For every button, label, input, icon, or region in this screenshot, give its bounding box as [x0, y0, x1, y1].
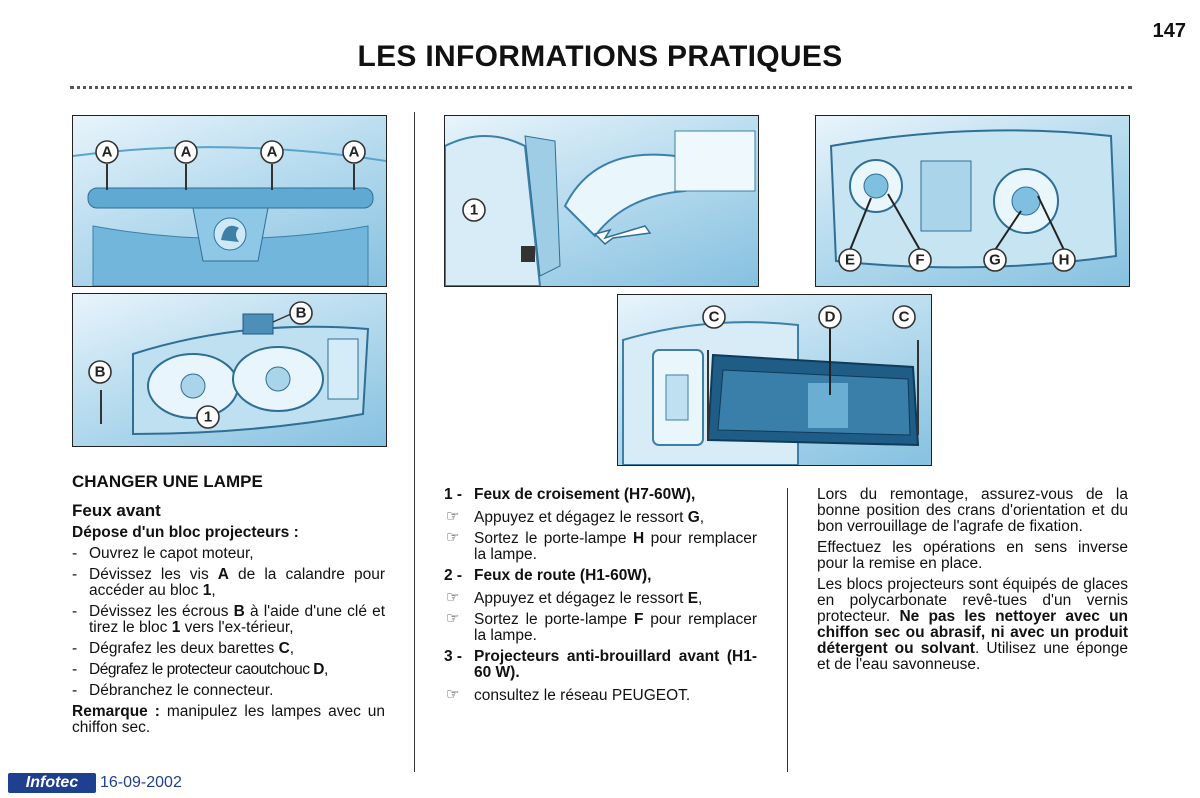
callout-label [893, 306, 915, 328]
callout-label [463, 199, 485, 221]
instruction-item: ☞ Appuyez et dégagez le ressort E, [446, 589, 703, 607]
svg-text:C: C [898, 308, 910, 326]
svg-text:E: E [844, 251, 856, 269]
instruction-item: ☞ Sortez le porte-lampe F pour remplacer la lampe. [446, 610, 757, 644]
list-item: - Dégrafez le protecteur caoutchouc D, [72, 662, 385, 678]
section-heading: CHANGER UNE LAMPE [72, 472, 263, 491]
callout-label [89, 361, 111, 383]
instruction-item: ☞ consultez le réseau PEUGEOT. [446, 686, 691, 704]
remark: Remarque : manipulez les lampes avec un chiffon sec. [72, 703, 385, 736]
callout-label [343, 141, 365, 163]
column-divider [414, 112, 415, 772]
svg-text:A: A [180, 143, 192, 161]
callout-label [1053, 249, 1075, 271]
pointing-hand-icon: ☞ [446, 610, 460, 627]
svg-text:D: D [824, 308, 836, 326]
svg-text:C: C [708, 308, 720, 326]
callout-label [984, 249, 1006, 271]
callout-label [819, 306, 841, 328]
middle-column-text [444, 487, 757, 709]
callout-label [175, 141, 197, 163]
figure-antibrouillard [617, 294, 932, 466]
callout-label [909, 249, 931, 271]
step-title: 2 - Feux de route (H1-60W), [444, 567, 652, 584]
paragraph: Les blocs projecteurs sont équipés de glaces en polycarbonate revê-tues d'un vernis protecteur. Ne pas les nettoyer avec un chiffon sec ou abrasif, ni avec un produit détergent ou solvant. Utilisez une éponge et de l'eau savonneuse. [817, 576, 1129, 673]
svg-text:1: 1 [469, 201, 479, 219]
feu-croisement-callouts [445, 116, 758, 286]
instruction-item: ☞ Sortez le porte-lampe H pour remplacer la lampe. [446, 529, 757, 563]
svg-text:B: B [295, 304, 307, 322]
pointing-hand-icon: ☞ [446, 686, 460, 703]
svg-text:H: H [1058, 251, 1070, 269]
svg-text:G: G [989, 251, 1001, 269]
svg-text:1: 1 [203, 408, 213, 426]
figure-projecteur [72, 293, 387, 447]
page-number: 147 [1152, 20, 1186, 42]
svg-text:A: A [348, 143, 360, 161]
figure-feu-croisement [444, 115, 759, 287]
pointing-hand-icon: ☞ [446, 508, 460, 525]
step-title: 3 - Projecteurs anti-brouillard avant (H1-60 W). [444, 648, 757, 681]
porte-lampes-callouts [816, 116, 1129, 286]
antibrouillard-callouts [618, 295, 931, 465]
right-column-text [817, 487, 1128, 678]
list-item: - Dégrafez les deux barettes C, [72, 641, 385, 657]
paragraph: Lors du remontage, assurez-vous de la bonne position des crans d'orientation et du bon verrouillage de l'agrafe de fixation. [817, 486, 1128, 535]
callout-label [290, 302, 312, 324]
figure-porte-lampes [815, 115, 1130, 287]
callout-label [197, 406, 219, 428]
pointing-hand-icon: ☞ [446, 529, 460, 546]
callout-label [96, 141, 118, 163]
procedure-steps [72, 546, 385, 699]
infotec-logo: Infotec [8, 773, 96, 793]
paragraph: Effectuez les opérations en sens inverse pour la remise en place. [817, 539, 1128, 572]
list-item: - Ouvrez le capot moteur, [72, 546, 385, 562]
list-item: - Dévissez les écrous B à l'aide d'une clé et tirez le bloc 1 vers l'ex-térieur, [72, 604, 385, 636]
left-column-text [72, 474, 385, 741]
instruction-item: ☞ Appuyez et dégagez le ressort G, [446, 508, 705, 526]
callout-label [703, 306, 725, 328]
svg-text:B: B [94, 363, 106, 381]
list-item: - Dévissez les vis A de la calandre pour accéder au bloc 1, [72, 567, 385, 599]
svg-text:F: F [915, 251, 925, 269]
bulb-item [444, 568, 757, 644]
svg-text:A: A [266, 143, 278, 161]
bulb-item [444, 487, 757, 563]
projecteur-callouts [73, 294, 386, 446]
callout-label [261, 141, 283, 163]
list-item: - Débranchez le connecteur. [72, 683, 385, 699]
footer-date: 16-09-2002 [100, 774, 182, 791]
page-title: LES INFORMATIONS PRATIQUES [357, 40, 843, 73]
svg-text:A: A [101, 143, 113, 161]
column-divider [787, 488, 788, 772]
pointing-hand-icon: ☞ [446, 589, 460, 606]
callout-label [839, 249, 861, 271]
bulb-item [444, 649, 757, 704]
step-title: 1 - Feux de croisement (H7-60W), [444, 486, 696, 503]
procedure-title: Dépose d'un bloc projecteurs : [72, 524, 299, 541]
header-rule [70, 86, 1132, 89]
sub-heading: Feux avant [72, 501, 161, 520]
figure-grille [72, 115, 387, 287]
grille-callouts [73, 116, 386, 286]
